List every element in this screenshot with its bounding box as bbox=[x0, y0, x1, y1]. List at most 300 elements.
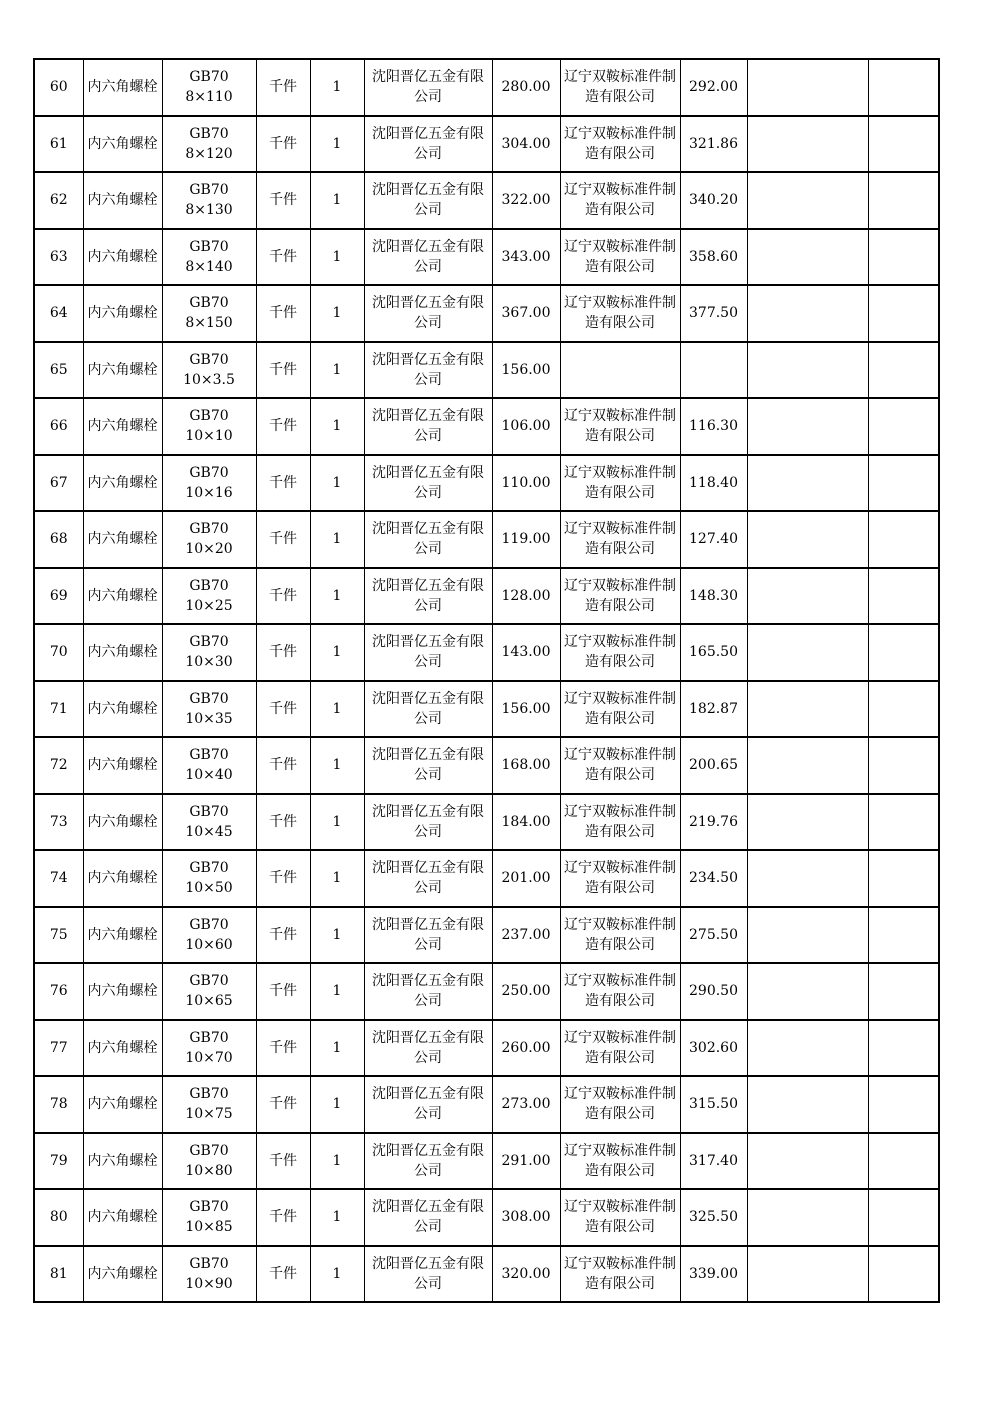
item-quantity: 1 bbox=[310, 285, 364, 342]
row-number: 81 bbox=[34, 1246, 83, 1303]
blank-cell bbox=[747, 850, 868, 907]
spec-standard: GB70 bbox=[189, 577, 229, 594]
supplier-2: 辽宁双鞍标准件制造有限公司 bbox=[560, 1189, 680, 1246]
spec-standard: GB70 bbox=[189, 916, 229, 933]
item-quantity: 1 bbox=[310, 455, 364, 512]
table-row bbox=[34, 1133, 939, 1190]
row-number: 73 bbox=[34, 794, 83, 851]
item-spec bbox=[162, 1076, 256, 1133]
spec-standard: GB70 bbox=[189, 125, 229, 142]
spec-standard: GB70 bbox=[189, 408, 229, 425]
blank-cell bbox=[868, 398, 939, 455]
spec-size: 10×45 bbox=[185, 823, 233, 840]
item-spec bbox=[162, 59, 256, 116]
item-quantity: 1 bbox=[310, 59, 364, 116]
item-spec bbox=[162, 1246, 256, 1303]
blank-cell bbox=[868, 455, 939, 512]
price-1: 280.00 bbox=[492, 59, 560, 116]
spec-standard: GB70 bbox=[189, 1142, 229, 1159]
table-row bbox=[34, 172, 939, 229]
supplier-1: 沈阳晋亿五金有限公司 bbox=[364, 229, 492, 286]
price-2: 219.76 bbox=[680, 794, 747, 851]
item-unit: 千件 bbox=[256, 907, 310, 964]
price-2: 290.50 bbox=[680, 963, 747, 1020]
price-2: 116.30 bbox=[680, 398, 747, 455]
blank-cell bbox=[868, 342, 939, 399]
item-quantity: 1 bbox=[310, 116, 364, 173]
item-spec bbox=[162, 455, 256, 512]
supplier-1: 沈阳晋亿五金有限公司 bbox=[364, 342, 492, 399]
supplier-1: 沈阳晋亿五金有限公司 bbox=[364, 1246, 492, 1303]
table-row bbox=[34, 1189, 939, 1246]
table-row bbox=[34, 681, 939, 738]
item-spec bbox=[162, 681, 256, 738]
row-number: 70 bbox=[34, 624, 83, 681]
item-spec bbox=[162, 737, 256, 794]
supplier-1: 沈阳晋亿五金有限公司 bbox=[364, 907, 492, 964]
item-unit: 千件 bbox=[256, 1189, 310, 1246]
price-1: 250.00 bbox=[492, 963, 560, 1020]
item-quantity: 1 bbox=[310, 681, 364, 738]
row-number: 64 bbox=[34, 285, 83, 342]
price-1: 110.00 bbox=[492, 455, 560, 512]
supplier-2: 辽宁双鞍标准件制造有限公司 bbox=[560, 229, 680, 286]
row-number: 68 bbox=[34, 511, 83, 568]
supplier-2: 辽宁双鞍标准件制造有限公司 bbox=[560, 285, 680, 342]
supplier-2: 辽宁双鞍标准件制造有限公司 bbox=[560, 624, 680, 681]
spec-size: 8×130 bbox=[185, 202, 233, 219]
blank-cell bbox=[868, 963, 939, 1020]
item-name: 内六角螺栓 bbox=[83, 963, 162, 1020]
price-2: 118.40 bbox=[680, 455, 747, 512]
blank-cell bbox=[868, 285, 939, 342]
blank-cell bbox=[747, 624, 868, 681]
blank-cell bbox=[868, 794, 939, 851]
blank-cell bbox=[868, 1189, 939, 1246]
price-1: 343.00 bbox=[492, 229, 560, 286]
price-2: 234.50 bbox=[680, 850, 747, 907]
table-row bbox=[34, 342, 939, 399]
supplier-1: 沈阳晋亿五金有限公司 bbox=[364, 1133, 492, 1190]
spec-size: 10×75 bbox=[185, 1106, 233, 1123]
price-2: 321.86 bbox=[680, 116, 747, 173]
supplier-1: 沈阳晋亿五金有限公司 bbox=[364, 794, 492, 851]
table-row bbox=[34, 285, 939, 342]
blank-cell bbox=[868, 624, 939, 681]
supplier-1: 沈阳晋亿五金有限公司 bbox=[364, 285, 492, 342]
item-unit: 千件 bbox=[256, 59, 310, 116]
row-number: 78 bbox=[34, 1076, 83, 1133]
spec-size: 10×3.5 bbox=[183, 371, 235, 388]
price-2: 302.60 bbox=[680, 1020, 747, 1077]
spec-standard: GB70 bbox=[189, 860, 229, 877]
price-1: 156.00 bbox=[492, 681, 560, 738]
price-2 bbox=[680, 342, 747, 399]
item-quantity: 1 bbox=[310, 229, 364, 286]
row-number: 76 bbox=[34, 963, 83, 1020]
blank-cell bbox=[868, 681, 939, 738]
spec-size: 8×120 bbox=[185, 145, 233, 162]
supplier-1: 沈阳晋亿五金有限公司 bbox=[364, 1189, 492, 1246]
supplier-1: 沈阳晋亿五金有限公司 bbox=[364, 511, 492, 568]
spec-standard: GB70 bbox=[189, 1029, 229, 1046]
item-name: 内六角螺栓 bbox=[83, 172, 162, 229]
blank-cell bbox=[747, 398, 868, 455]
price-2: 148.30 bbox=[680, 568, 747, 625]
blank-cell bbox=[868, 59, 939, 116]
item-spec bbox=[162, 794, 256, 851]
supplier-1: 沈阳晋亿五金有限公司 bbox=[364, 455, 492, 512]
spec-standard: GB70 bbox=[189, 803, 229, 820]
supplier-1: 沈阳晋亿五金有限公司 bbox=[364, 624, 492, 681]
spec-size: 10×35 bbox=[185, 710, 233, 727]
item-quantity: 1 bbox=[310, 624, 364, 681]
table-row bbox=[34, 455, 939, 512]
spec-standard: GB70 bbox=[189, 1199, 229, 1216]
item-quantity: 1 bbox=[310, 1189, 364, 1246]
price-2: 358.60 bbox=[680, 229, 747, 286]
price-1: 367.00 bbox=[492, 285, 560, 342]
item-name: 内六角螺栓 bbox=[83, 850, 162, 907]
spec-standard: GB70 bbox=[189, 464, 229, 481]
spec-standard: GB70 bbox=[189, 1086, 229, 1103]
spec-size: 10×30 bbox=[185, 654, 233, 671]
spec-size: 10×85 bbox=[185, 1219, 233, 1236]
supplier-1: 沈阳晋亿五金有限公司 bbox=[364, 850, 492, 907]
supplier-1: 沈阳晋亿五金有限公司 bbox=[364, 1020, 492, 1077]
price-2: 377.50 bbox=[680, 285, 747, 342]
item-unit: 千件 bbox=[256, 455, 310, 512]
spec-standard: GB70 bbox=[189, 238, 229, 255]
item-name: 内六角螺栓 bbox=[83, 794, 162, 851]
item-spec bbox=[162, 342, 256, 399]
price-2: 200.65 bbox=[680, 737, 747, 794]
price-2: 317.40 bbox=[680, 1133, 747, 1190]
row-number: 79 bbox=[34, 1133, 83, 1190]
item-quantity: 1 bbox=[310, 568, 364, 625]
price-2: 340.20 bbox=[680, 172, 747, 229]
blank-cell bbox=[747, 229, 868, 286]
price-2: 182.87 bbox=[680, 681, 747, 738]
price-1: 201.00 bbox=[492, 850, 560, 907]
item-spec bbox=[162, 172, 256, 229]
supplier-1: 沈阳晋亿五金有限公司 bbox=[364, 116, 492, 173]
item-spec bbox=[162, 229, 256, 286]
blank-cell bbox=[868, 116, 939, 173]
item-unit: 千件 bbox=[256, 794, 310, 851]
price-1: 168.00 bbox=[492, 737, 560, 794]
item-unit: 千件 bbox=[256, 342, 310, 399]
spec-standard: GB70 bbox=[189, 973, 229, 990]
row-number: 80 bbox=[34, 1189, 83, 1246]
price-1: 308.00 bbox=[492, 1189, 560, 1246]
item-spec bbox=[162, 1133, 256, 1190]
price-1: 184.00 bbox=[492, 794, 560, 851]
spec-size: 10×40 bbox=[185, 767, 233, 784]
item-quantity: 1 bbox=[310, 1020, 364, 1077]
item-unit: 千件 bbox=[256, 285, 310, 342]
item-name: 内六角螺栓 bbox=[83, 342, 162, 399]
spec-size: 10×25 bbox=[185, 597, 233, 614]
supplier-1: 沈阳晋亿五金有限公司 bbox=[364, 963, 492, 1020]
price-1: 291.00 bbox=[492, 1133, 560, 1190]
item-spec bbox=[162, 116, 256, 173]
supplier-2: 辽宁双鞍标准件制造有限公司 bbox=[560, 963, 680, 1020]
supplier-1: 沈阳晋亿五金有限公司 bbox=[364, 681, 492, 738]
item-quantity: 1 bbox=[310, 172, 364, 229]
item-spec bbox=[162, 907, 256, 964]
blank-cell bbox=[747, 568, 868, 625]
blank-cell bbox=[747, 1076, 868, 1133]
spec-size: 10×50 bbox=[185, 880, 233, 897]
supplier-1: 沈阳晋亿五金有限公司 bbox=[364, 172, 492, 229]
spec-size: 10×10 bbox=[185, 428, 233, 445]
blank-cell bbox=[868, 1076, 939, 1133]
spec-standard: GB70 bbox=[189, 521, 229, 538]
price-1: 156.00 bbox=[492, 342, 560, 399]
supplier-2: 辽宁双鞍标准件制造有限公司 bbox=[560, 1076, 680, 1133]
item-name: 内六角螺栓 bbox=[83, 59, 162, 116]
blank-cell bbox=[747, 737, 868, 794]
blank-cell bbox=[747, 59, 868, 116]
supplier-2: 辽宁双鞍标准件制造有限公司 bbox=[560, 511, 680, 568]
table-row bbox=[34, 624, 939, 681]
supplier-1: 沈阳晋亿五金有限公司 bbox=[364, 59, 492, 116]
spec-standard: GB70 bbox=[189, 182, 229, 199]
row-number: 72 bbox=[34, 737, 83, 794]
spec-size: 10×65 bbox=[185, 993, 233, 1010]
spec-standard: GB70 bbox=[189, 747, 229, 764]
spec-standard: GB70 bbox=[189, 690, 229, 707]
row-number: 69 bbox=[34, 568, 83, 625]
supplier-1: 沈阳晋亿五金有限公司 bbox=[364, 737, 492, 794]
supplier-1: 沈阳晋亿五金有限公司 bbox=[364, 1076, 492, 1133]
price-table bbox=[33, 58, 940, 1303]
blank-cell bbox=[747, 285, 868, 342]
blank-cell bbox=[868, 568, 939, 625]
spec-standard: GB70 bbox=[189, 69, 229, 86]
blank-cell bbox=[747, 794, 868, 851]
item-name: 内六角螺栓 bbox=[83, 737, 162, 794]
price-1: 143.00 bbox=[492, 624, 560, 681]
blank-cell bbox=[868, 229, 939, 286]
item-quantity: 1 bbox=[310, 907, 364, 964]
supplier-2: 辽宁双鞍标准件制造有限公司 bbox=[560, 907, 680, 964]
blank-cell bbox=[868, 1133, 939, 1190]
item-name: 内六角螺栓 bbox=[83, 907, 162, 964]
spec-standard: GB70 bbox=[189, 295, 229, 312]
item-unit: 千件 bbox=[256, 229, 310, 286]
blank-cell bbox=[747, 1189, 868, 1246]
spec-size: 8×150 bbox=[185, 315, 233, 332]
price-1: 322.00 bbox=[492, 172, 560, 229]
blank-cell bbox=[747, 1246, 868, 1303]
item-unit: 千件 bbox=[256, 850, 310, 907]
item-quantity: 1 bbox=[310, 850, 364, 907]
supplier-2: 辽宁双鞍标准件制造有限公司 bbox=[560, 681, 680, 738]
price-1: 260.00 bbox=[492, 1020, 560, 1077]
table-row bbox=[34, 229, 939, 286]
item-name: 内六角螺栓 bbox=[83, 624, 162, 681]
supplier-2: 辽宁双鞍标准件制造有限公司 bbox=[560, 398, 680, 455]
row-number: 63 bbox=[34, 229, 83, 286]
blank-cell bbox=[868, 907, 939, 964]
table-row bbox=[34, 794, 939, 851]
row-number: 65 bbox=[34, 342, 83, 399]
supplier-2: 辽宁双鞍标准件制造有限公司 bbox=[560, 1020, 680, 1077]
row-number: 66 bbox=[34, 398, 83, 455]
blank-cell bbox=[747, 681, 868, 738]
item-quantity: 1 bbox=[310, 342, 364, 399]
row-number: 62 bbox=[34, 172, 83, 229]
supplier-2: 辽宁双鞍标准件制造有限公司 bbox=[560, 1133, 680, 1190]
item-quantity: 1 bbox=[310, 1246, 364, 1303]
item-name: 内六角螺栓 bbox=[83, 455, 162, 512]
table-row bbox=[34, 850, 939, 907]
row-number: 71 bbox=[34, 681, 83, 738]
spec-size: 10×20 bbox=[185, 541, 233, 558]
item-name: 内六角螺栓 bbox=[83, 1189, 162, 1246]
blank-cell bbox=[868, 737, 939, 794]
item-name: 内六角螺栓 bbox=[83, 1246, 162, 1303]
item-name: 内六角螺栓 bbox=[83, 511, 162, 568]
blank-cell bbox=[747, 511, 868, 568]
supplier-2: 辽宁双鞍标准件制造有限公司 bbox=[560, 116, 680, 173]
item-quantity: 1 bbox=[310, 511, 364, 568]
price-2: 275.50 bbox=[680, 907, 747, 964]
supplier-2: 辽宁双鞍标准件制造有限公司 bbox=[560, 59, 680, 116]
table-row bbox=[34, 59, 939, 116]
item-name: 内六角螺栓 bbox=[83, 285, 162, 342]
item-quantity: 1 bbox=[310, 1133, 364, 1190]
spec-size: 8×140 bbox=[185, 258, 233, 275]
supplier-2: 辽宁双鞍标准件制造有限公司 bbox=[560, 737, 680, 794]
table-row bbox=[34, 398, 939, 455]
supplier-2: 辽宁双鞍标准件制造有限公司 bbox=[560, 455, 680, 512]
spec-size: 8×110 bbox=[185, 89, 233, 106]
spec-size: 10×70 bbox=[185, 1049, 233, 1066]
item-name: 内六角螺栓 bbox=[83, 681, 162, 738]
blank-cell bbox=[747, 455, 868, 512]
blank-cell bbox=[747, 963, 868, 1020]
item-name: 内六角螺栓 bbox=[83, 1133, 162, 1190]
table-row bbox=[34, 116, 939, 173]
price-1: 273.00 bbox=[492, 1076, 560, 1133]
item-spec bbox=[162, 963, 256, 1020]
blank-cell bbox=[747, 1133, 868, 1190]
table-row bbox=[34, 568, 939, 625]
item-spec bbox=[162, 1189, 256, 1246]
item-unit: 千件 bbox=[256, 1076, 310, 1133]
item-unit: 千件 bbox=[256, 568, 310, 625]
supplier-2 bbox=[560, 342, 680, 399]
table-row bbox=[34, 963, 939, 1020]
item-quantity: 1 bbox=[310, 398, 364, 455]
price-2: 127.40 bbox=[680, 511, 747, 568]
blank-cell bbox=[747, 907, 868, 964]
blank-cell bbox=[868, 172, 939, 229]
supplier-2: 辽宁双鞍标准件制造有限公司 bbox=[560, 172, 680, 229]
blank-cell bbox=[747, 342, 868, 399]
item-spec bbox=[162, 285, 256, 342]
price-2: 325.50 bbox=[680, 1189, 747, 1246]
price-2: 315.50 bbox=[680, 1076, 747, 1133]
price-1: 237.00 bbox=[492, 907, 560, 964]
supplier-2: 辽宁双鞍标准件制造有限公司 bbox=[560, 794, 680, 851]
item-unit: 千件 bbox=[256, 1020, 310, 1077]
table-row bbox=[34, 1020, 939, 1077]
blank-cell bbox=[747, 1020, 868, 1077]
item-unit: 千件 bbox=[256, 963, 310, 1020]
item-unit: 千件 bbox=[256, 398, 310, 455]
item-unit: 千件 bbox=[256, 1133, 310, 1190]
item-unit: 千件 bbox=[256, 511, 310, 568]
item-unit: 千件 bbox=[256, 624, 310, 681]
item-quantity: 1 bbox=[310, 794, 364, 851]
item-spec bbox=[162, 398, 256, 455]
table-row bbox=[34, 511, 939, 568]
item-spec bbox=[162, 1020, 256, 1077]
price-1: 304.00 bbox=[492, 116, 560, 173]
row-number: 77 bbox=[34, 1020, 83, 1077]
item-unit: 千件 bbox=[256, 681, 310, 738]
blank-cell bbox=[868, 1246, 939, 1303]
item-name: 内六角螺栓 bbox=[83, 398, 162, 455]
item-name: 内六角螺栓 bbox=[83, 1076, 162, 1133]
row-number: 61 bbox=[34, 116, 83, 173]
spec-size: 10×90 bbox=[185, 1275, 233, 1292]
spec-size: 10×80 bbox=[185, 1162, 233, 1179]
item-quantity: 1 bbox=[310, 963, 364, 1020]
item-spec bbox=[162, 511, 256, 568]
price-2: 339.00 bbox=[680, 1246, 747, 1303]
item-spec bbox=[162, 624, 256, 681]
supplier-1: 沈阳晋亿五金有限公司 bbox=[364, 568, 492, 625]
spec-standard: GB70 bbox=[189, 351, 229, 368]
price-2: 292.00 bbox=[680, 59, 747, 116]
item-unit: 千件 bbox=[256, 737, 310, 794]
item-quantity: 1 bbox=[310, 1076, 364, 1133]
row-number: 60 bbox=[34, 59, 83, 116]
table-row bbox=[34, 737, 939, 794]
table-row bbox=[34, 1246, 939, 1303]
row-number: 74 bbox=[34, 850, 83, 907]
blank-cell bbox=[868, 850, 939, 907]
price-1: 106.00 bbox=[492, 398, 560, 455]
table-body bbox=[34, 59, 939, 1302]
item-spec bbox=[162, 850, 256, 907]
item-name: 内六角螺栓 bbox=[83, 1020, 162, 1077]
price-1: 119.00 bbox=[492, 511, 560, 568]
spec-size: 10×16 bbox=[185, 484, 233, 501]
supplier-1: 沈阳晋亿五金有限公司 bbox=[364, 398, 492, 455]
row-number: 75 bbox=[34, 907, 83, 964]
blank-cell bbox=[747, 116, 868, 173]
item-name: 内六角螺栓 bbox=[83, 116, 162, 173]
item-name: 内六角螺栓 bbox=[83, 568, 162, 625]
price-1: 128.00 bbox=[492, 568, 560, 625]
price-1: 320.00 bbox=[492, 1246, 560, 1303]
spec-standard: GB70 bbox=[189, 634, 229, 651]
table-row bbox=[34, 1076, 939, 1133]
spec-standard: GB70 bbox=[189, 1255, 229, 1272]
blank-cell bbox=[868, 1020, 939, 1077]
item-unit: 千件 bbox=[256, 1246, 310, 1303]
supplier-2: 辽宁双鞍标准件制造有限公司 bbox=[560, 1246, 680, 1303]
item-quantity: 1 bbox=[310, 737, 364, 794]
blank-cell bbox=[868, 511, 939, 568]
item-unit: 千件 bbox=[256, 172, 310, 229]
